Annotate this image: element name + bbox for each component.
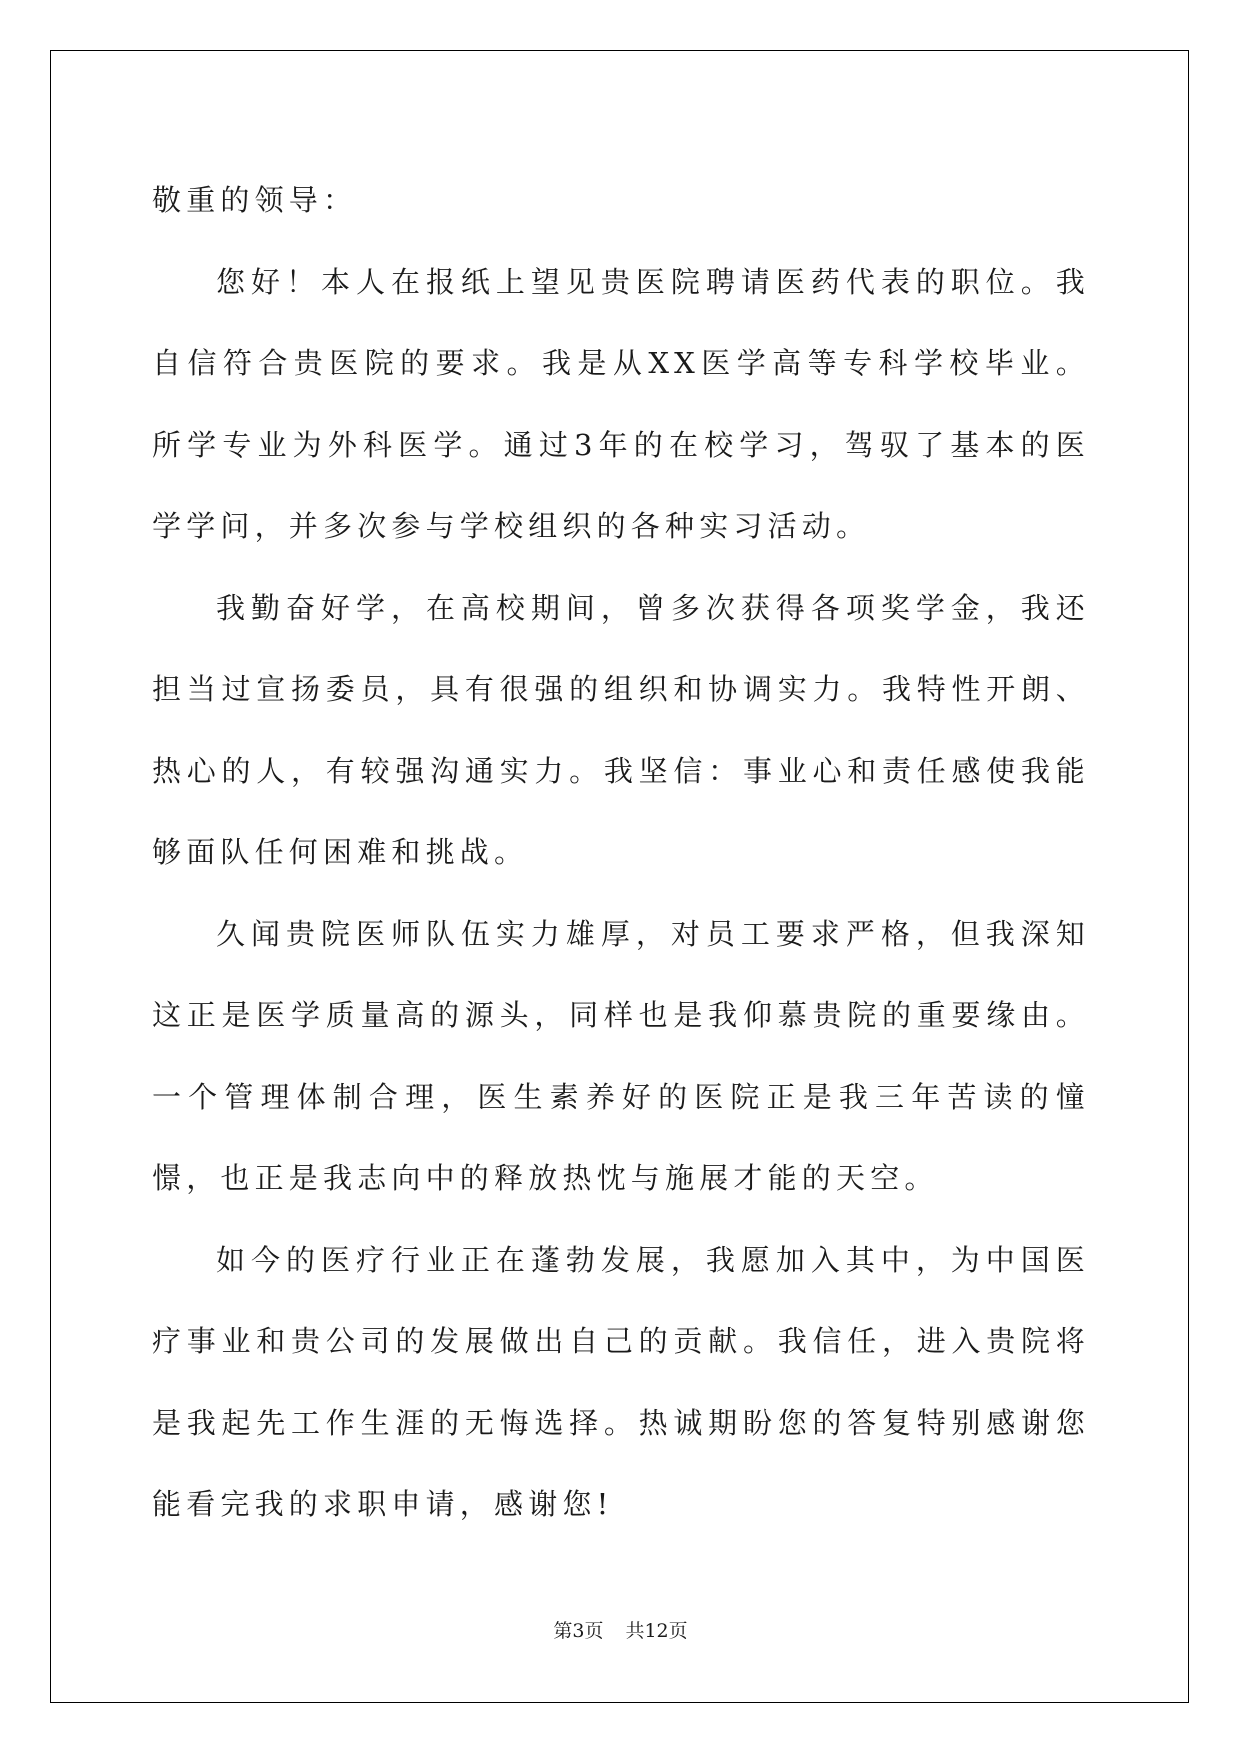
salutation: 敬重的领导： (152, 183, 358, 217)
page-number-total: 共12页 (625, 1620, 688, 1642)
paragraph-4: 如今的医疗行业正在蓬勃发展，我愿加入其中，为中国医疗事业和贵公司的发展做出自己的贡献。我信任，进入贵院将是我起先工作生涯的无悔选择。热诚期盼您的答复特别感谢您能看完我的求职申请，感谢您! (152, 1242, 1090, 1521)
page-number-current: 第3页 (553, 1620, 604, 1642)
letter-body (152, 160, 1090, 1546)
paragraph-1: 您好！本人在报纸上望见贵医院聘请医药代表的职位。我自信符合贵医院的要求。我是从XX医学高等专科学校毕业。所学专业为外科医学。通过3年的在校学习，驾驭了基本的医学学问，并多次参与学校组织的各种实习活动。 (152, 264, 1090, 543)
page-footer (0, 1616, 1241, 1643)
paragraph-2: 我勤奋好学，在高校期间，曾多次获得各项奖学金，我还担当过宣扬委员，具有很强的组织和协调实力。我特性开朗、热心的人，有较强沟通实力。我坚信：事业心和责任感使我能够面队任何困难和挑战。 (152, 590, 1090, 869)
paragraph-3: 久闻贵院医师队伍实力雄厚，对员工要求严格，但我深知这正是医学质量高的源头，同样也是我仰慕贵院的重要缘由。一个管理体制合理，医生素养好的医院正是我三年苦读的憧憬，也正是我志向中的释放热忱与施展才能的天空。 (152, 916, 1090, 1195)
